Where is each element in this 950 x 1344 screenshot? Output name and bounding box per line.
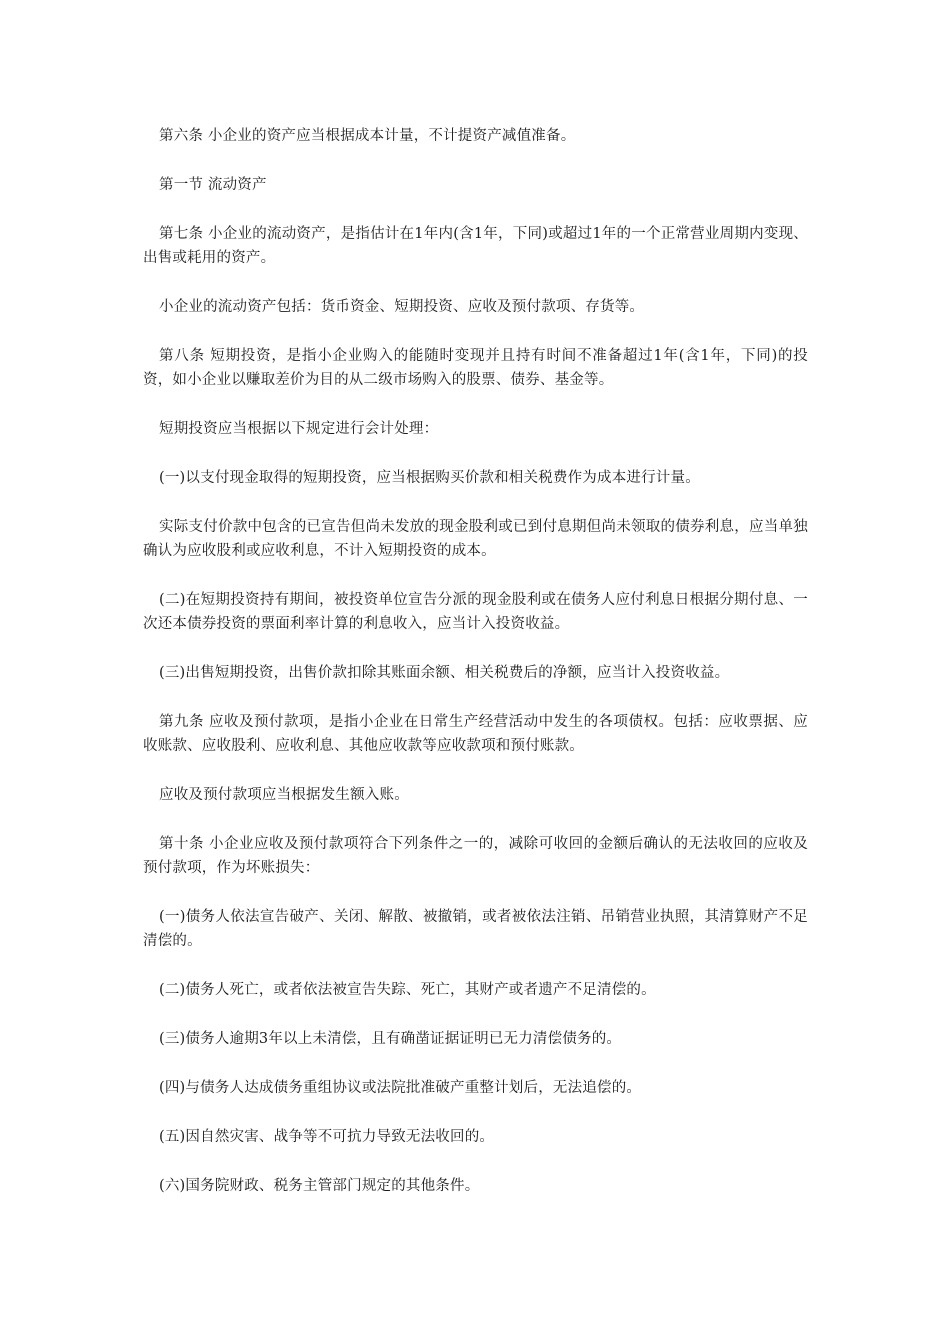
short-term-investment-rules-paragraph: 短期投资应当根据以下规定进行会计处理：	[159, 421, 439, 437]
condition-5-paragraph: (五)因自然灾害、战争等不可抗力导致无法收回的。	[159, 1129, 495, 1145]
clause-1-paragraph: (一)以支付现金取得的短期投资，应当根据购买价款和相关税费作为成本进行计量。	[159, 470, 700, 486]
article-6-paragraph: 第六条 小企业的资产应当根据成本计量，不计提资产减值准备。	[159, 128, 576, 144]
article-10-paragraph: 第十条 小企业应收及预付款项符合下列条件之一的，减除可收回的金额后确认的无法收回的应收及预付款项，作为坏账损失：	[143, 836, 808, 876]
condition-3-paragraph: (三)债务人逾期3年以上未清偿，且有确凿证据证明已无力清偿债务的。	[159, 1031, 622, 1047]
article-9-paragraph: 第九条 应收及预付款项，是指小企业在日常生产经营活动中发生的各项债权。包括：应收票据、应收账款、应收股利、应收利息、其他应收款等应收款项和预付账款。	[143, 714, 808, 754]
condition-2-paragraph: (二)债务人死亡，或者依法被宣告失踪、死亡，其财产或者遗产不足清偿的。	[159, 982, 656, 998]
condition-1-paragraph: (一)债务人依法宣告破产、关闭、解散、被撤销，或者被依法注销、吊销营业执照，其清算财产不足清偿的。	[143, 909, 808, 949]
condition-6-paragraph: (六)国务院财政、税务主管部门规定的其他条件。	[159, 1178, 480, 1194]
section-heading: 第一节 流动资产	[159, 177, 267, 193]
article-7-paragraph: 第七条 小企业的流动资产，是指估计在1年内(含1年，下同)或超过1年的一个正常营业周期内变现、出售或耗用的资产。	[143, 226, 808, 266]
document-body	[143, 124, 808, 1223]
condition-4-paragraph: (四)与债务人达成债务重组协议或法院批准破产重整计划后，无法追偿的。	[159, 1080, 642, 1096]
article-8-paragraph: 第八条 短期投资，是指小企业购入的能随时变现并且持有时间不准备超过1年(含1年，下同)的投资，如小企业以赚取差价为目的从二级市场购入的股票、债券、基金等。	[143, 348, 808, 388]
actual-payment-paragraph: 实际支付价款中包含的已宣告但尚未发放的现金股利或已到付息期但尚未领取的债券利息，应当单独确认为应收股利或应收利息，不计入短期投资的成本。	[143, 519, 808, 559]
receivables-recording-paragraph: 应收及预付款项应当根据发生额入账。	[159, 787, 409, 803]
clause-2-paragraph: (二)在短期投资持有期间，被投资单位宣告分派的现金股利或在债务人应付利息日根据分期付息、一次还本债券投资的票面利率计算的利息收入，应当计入投资收益。	[143, 592, 808, 632]
current-assets-list-paragraph: 小企业的流动资产包括：货币资金、短期投资、应收及预付款项、存货等。	[159, 299, 645, 315]
clause-3-paragraph: (三)出售短期投资，出售价款扣除其账面余额、相关税费后的净额，应当计入投资收益。	[159, 665, 730, 681]
